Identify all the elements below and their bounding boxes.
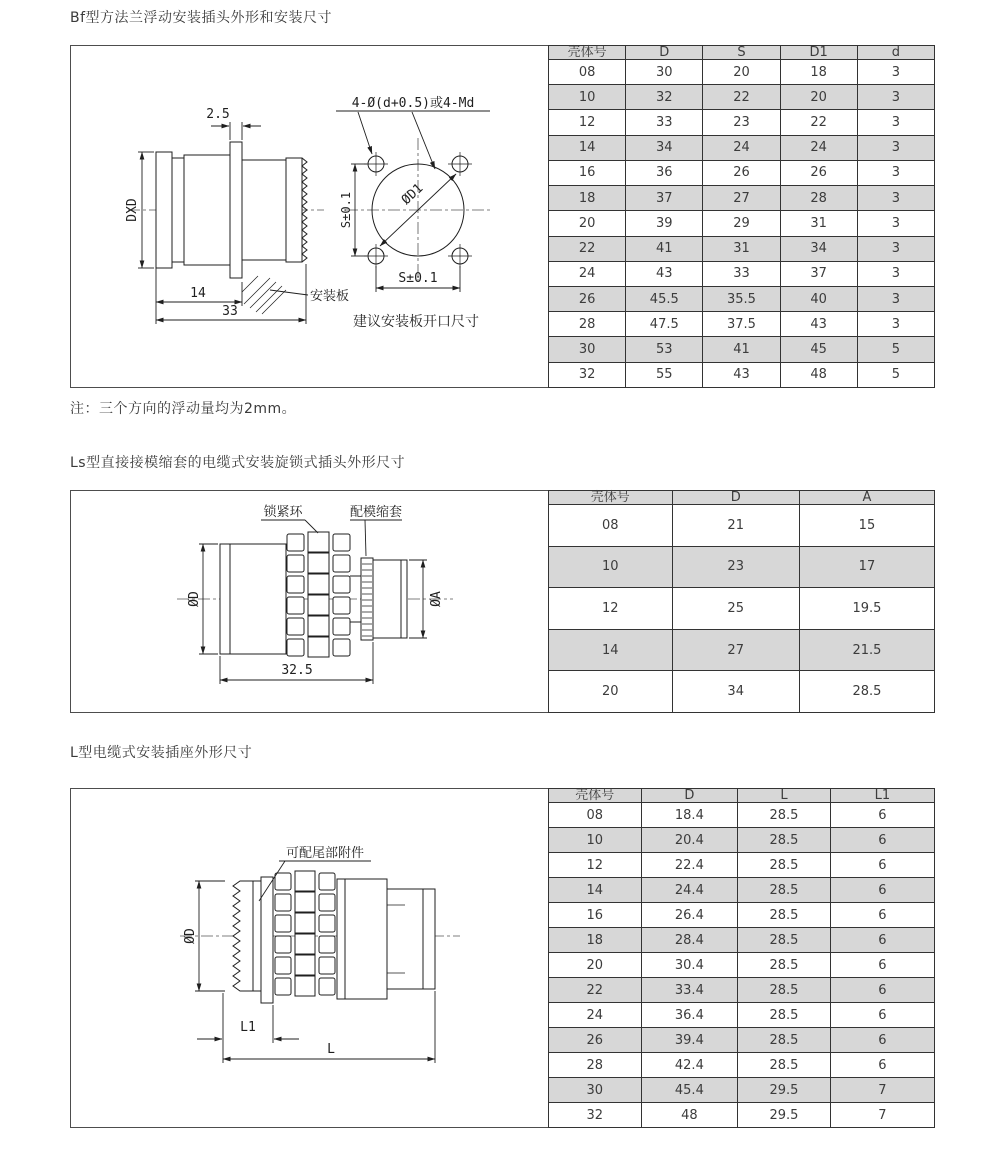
table-cell: 45.5 (626, 286, 703, 311)
table-cell: 12 (549, 110, 626, 135)
column-header: D (672, 491, 799, 505)
table-cell: 20.4 (641, 828, 738, 853)
table-cell: 23 (672, 546, 799, 588)
table-cell: 3 (857, 135, 934, 160)
table-row (549, 803, 935, 828)
table-cell: 3 (857, 236, 934, 261)
column-header: D (626, 46, 703, 60)
table-cell: 40 (780, 286, 857, 311)
column-header: L1 (830, 789, 934, 803)
table-cell: 28.5 (738, 853, 831, 878)
table-row (549, 1053, 935, 1078)
l-dim-l1-text: L1 (240, 1020, 256, 1035)
table-cell: 24 (549, 261, 626, 286)
table-cell: 37 (780, 261, 857, 286)
table-cell: 43 (703, 362, 780, 387)
table-cell: 55 (626, 362, 703, 387)
ls-dim-a-text: ØA (429, 591, 444, 607)
ls-dim-length-text: 32.5 (281, 663, 313, 678)
table-cell: 6 (830, 803, 934, 828)
l-table-wrap (548, 788, 935, 1128)
table-cell: 16 (549, 903, 642, 928)
table-row (549, 1003, 935, 1028)
table-cell: 20 (549, 953, 642, 978)
bf-dim-s-h-text: S±0.1 (398, 271, 438, 286)
table-cell: 3 (857, 160, 934, 185)
table-cell: 39 (626, 211, 703, 236)
table-cell: 48 (780, 362, 857, 387)
table-cell: 21.5 (799, 629, 934, 671)
table-cell: 21 (672, 505, 799, 547)
table-cell: 3 (857, 110, 934, 135)
table-cell: 28.5 (738, 803, 831, 828)
table-cell: 33 (626, 110, 703, 135)
l-serrated-grommet (233, 881, 261, 991)
table-cell: 24 (549, 1003, 642, 1028)
table-cell: 22 (549, 978, 642, 1003)
l-tail-label: 可配尾部附件 (285, 846, 365, 861)
bf-dim-d1-text: ØD1 (398, 180, 427, 208)
ls-table (548, 490, 935, 713)
table-cell: 10 (549, 546, 673, 588)
table-cell: 33 (703, 261, 780, 286)
table-cell: 24.4 (641, 878, 738, 903)
table-cell: 08 (549, 803, 642, 828)
table-cell: 20 (549, 671, 673, 713)
bf-dim-2-5-text: 2.5 (206, 107, 230, 122)
table-cell: 33.4 (641, 978, 738, 1003)
table-cell: 31 (780, 211, 857, 236)
bf-face-view (336, 96, 490, 330)
table-cell: 26 (549, 286, 626, 311)
table-cell: 32 (549, 1103, 642, 1128)
table-cell: 14 (549, 629, 673, 671)
table-cell: 12 (549, 588, 673, 630)
table-row (549, 903, 935, 928)
table-cell: 22 (780, 110, 857, 135)
table-row (549, 671, 935, 713)
table-cell: 37.5 (703, 312, 780, 337)
table-cell: 3 (857, 60, 934, 85)
table-cell: 6 (830, 1003, 934, 1028)
table-cell: 45.4 (641, 1078, 738, 1103)
table-cell: 3 (857, 186, 934, 211)
table-cell: 48 (641, 1103, 738, 1128)
table-cell: 7 (830, 1103, 934, 1128)
table-cell: 34 (780, 236, 857, 261)
table-row (549, 211, 935, 236)
table-cell: 3 (857, 85, 934, 110)
table-cell: 28 (549, 312, 626, 337)
table-row (549, 828, 935, 853)
table-row (549, 953, 935, 978)
table-cell: 08 (549, 60, 626, 85)
table-cell: 27 (703, 186, 780, 211)
table-cell: 47.5 (626, 312, 703, 337)
table-cell: 28 (549, 1053, 642, 1078)
table-cell: 20 (703, 60, 780, 85)
table-cell: 39.4 (641, 1028, 738, 1053)
bf-mounting-plate-hatch (242, 276, 286, 314)
table-cell: 41 (703, 337, 780, 362)
ls-coupling-knurl (287, 532, 350, 657)
table-row (549, 928, 935, 953)
table-cell: 27 (672, 629, 799, 671)
l-dim-l-text: L (327, 1042, 335, 1057)
table-cell: 24 (703, 135, 780, 160)
table-cell: 28.5 (738, 1003, 831, 1028)
bf-side-view (125, 107, 349, 324)
table-cell: 23 (703, 110, 780, 135)
table-cell: 3 (857, 261, 934, 286)
table-cell: 15 (799, 505, 934, 547)
table-cell: 28.5 (738, 953, 831, 978)
table-cell: 6 (830, 853, 934, 878)
table-cell: 18.4 (641, 803, 738, 828)
table-cell: 6 (830, 978, 934, 1003)
table-cell: 12 (549, 853, 642, 878)
table-cell: 28 (780, 186, 857, 211)
table-cell: 6 (830, 1028, 934, 1053)
table-row (549, 362, 935, 387)
table-cell: 25 (672, 588, 799, 630)
table-cell: 20 (780, 85, 857, 110)
column-header: S (703, 46, 780, 60)
column-header: L (738, 789, 831, 803)
table-row (549, 546, 935, 588)
table-cell: 3 (857, 211, 934, 236)
table-cell: 16 (549, 160, 626, 185)
table-cell: 6 (830, 828, 934, 853)
bf-dim-14-text: 14 (190, 286, 206, 301)
table-cell: 6 (830, 903, 934, 928)
ls-dim-d-text: ØD (187, 591, 202, 607)
table-cell: 30 (626, 60, 703, 85)
table-cell: 14 (549, 135, 626, 160)
section-title-bf: Bf型方法兰浮动安装插头外形和安装尺寸 (70, 10, 333, 26)
table-cell: 28.5 (738, 1053, 831, 1078)
l-coupling-knurl (275, 871, 335, 996)
ls-lock-ring-callout (261, 504, 318, 533)
section-title-ls: Ls型直接接模缩套的电缆式安装旋锁式插头外形尺寸 (70, 455, 406, 471)
table-row (549, 629, 935, 671)
table-row (549, 110, 935, 135)
table-cell: 5 (857, 362, 934, 387)
table-cell: 30.4 (641, 953, 738, 978)
column-header: A (799, 491, 934, 505)
column-header: D (641, 789, 738, 803)
table-cell: 43 (626, 261, 703, 286)
bf-dim-33-text: 33 (222, 304, 238, 319)
l-drawing (165, 843, 470, 1075)
table-cell: 26 (780, 160, 857, 185)
table-row (549, 312, 935, 337)
ls-lock-ring-label: 锁紧环 (263, 505, 303, 520)
table-cell: 10 (549, 828, 642, 853)
table-cell: 28.5 (738, 978, 831, 1003)
table-row (549, 1028, 935, 1053)
table-row (549, 505, 935, 547)
table-row (549, 1103, 935, 1128)
table-cell: 18 (780, 60, 857, 85)
table-cell: 35.5 (703, 286, 780, 311)
table-cell: 6 (830, 953, 934, 978)
bf-dim-2-5 (206, 107, 261, 140)
table-cell: 08 (549, 505, 673, 547)
table-cell: 37 (626, 186, 703, 211)
table-cell: 36 (626, 160, 703, 185)
bf-dim-dxd-text: DXD (125, 198, 140, 222)
table-cell: 30 (549, 337, 626, 362)
table-row (549, 186, 935, 211)
l-body (233, 871, 435, 1003)
table-cell: 31 (703, 236, 780, 261)
table-cell: 34 (626, 135, 703, 160)
ls-sleeve-callout (350, 504, 402, 556)
table-cell: 26 (549, 1028, 642, 1053)
table-header-row (549, 491, 935, 505)
table-row (549, 261, 935, 286)
ls-drawing (165, 502, 465, 702)
table-cell: 41 (626, 236, 703, 261)
ls-sleeve-label: 配模缩套 (349, 505, 403, 520)
bf-face-caption: 建议安装板开口尺寸 (353, 314, 479, 330)
table-header-row (549, 46, 935, 60)
table-cell: 22 (703, 85, 780, 110)
table-cell: 20 (549, 211, 626, 236)
bf-table-wrap (548, 45, 935, 388)
table-cell: 24 (780, 135, 857, 160)
table-cell: 18 (549, 928, 642, 953)
table-cell: 34 (672, 671, 799, 713)
table-cell: 3 (857, 286, 934, 311)
table-row (549, 1078, 935, 1103)
table-cell: 17 (799, 546, 934, 588)
bf-dim-s-v-text: S±0.1 (339, 191, 353, 229)
bf-table (548, 45, 935, 388)
table-cell: 42.4 (641, 1053, 738, 1078)
table-cell: 6 (830, 1053, 934, 1078)
table-cell: 14 (549, 878, 642, 903)
l-dim-l1 (197, 993, 299, 1063)
table-cell: 6 (830, 928, 934, 953)
table-header-row (549, 789, 935, 803)
table-cell: 28.5 (738, 878, 831, 903)
table-cell: 22.4 (641, 853, 738, 878)
table-cell: 26 (703, 160, 780, 185)
column-header: D1 (780, 46, 857, 60)
table-row (549, 135, 935, 160)
table-cell: 18 (549, 186, 626, 211)
bf-drawing (118, 92, 503, 337)
bf-note: 注：三个方向的浮动量均为2mm。 (70, 401, 297, 417)
table-cell: 29.5 (738, 1078, 831, 1103)
table-cell: 30 (549, 1078, 642, 1103)
l-table (548, 788, 935, 1128)
table-cell: 29 (703, 211, 780, 236)
l-dim-d-text: ØD (183, 928, 198, 944)
table-cell: 28.5 (738, 828, 831, 853)
table-cell: 53 (626, 337, 703, 362)
bf-holes-label: 4-Ø(d+0.5)或4-Md (351, 96, 475, 111)
table-row (549, 878, 935, 903)
table-cell: 19.5 (799, 588, 934, 630)
table-cell: 5 (857, 337, 934, 362)
column-header: 壳体号 (549, 46, 626, 60)
table-cell: 26.4 (641, 903, 738, 928)
table-row (549, 337, 935, 362)
table-row (549, 286, 935, 311)
table-cell: 3 (857, 312, 934, 337)
ls-body (220, 532, 407, 657)
column-header: 壳体号 (549, 789, 642, 803)
table-cell: 28.5 (738, 1028, 831, 1053)
table-row (549, 236, 935, 261)
table-cell: 22 (549, 236, 626, 261)
table-cell: 10 (549, 85, 626, 110)
section-title-l: L型电缆式安装插座外形尺寸 (70, 745, 253, 761)
bf-mounting-plate-label: 安装板 (310, 289, 350, 304)
table-cell: 43 (780, 312, 857, 337)
column-header: 壳体号 (549, 491, 673, 505)
table-cell: 36.4 (641, 1003, 738, 1028)
table-cell: 28.5 (738, 903, 831, 928)
ls-table-wrap (548, 490, 935, 713)
ls-shrink-sleeve (361, 558, 373, 640)
table-row (549, 978, 935, 1003)
table-cell: 29.5 (738, 1103, 831, 1128)
table-cell: 28.5 (799, 671, 934, 713)
table-cell: 32 (626, 85, 703, 110)
table-row (549, 85, 935, 110)
bf-holes-callout (336, 96, 490, 169)
table-row (549, 160, 935, 185)
table-cell: 28.5 (738, 928, 831, 953)
table-cell: 28.4 (641, 928, 738, 953)
table-cell: 45 (780, 337, 857, 362)
table-cell: 32 (549, 362, 626, 387)
table-cell: 7 (830, 1078, 934, 1103)
table-row (549, 853, 935, 878)
table-row (549, 588, 935, 630)
column-header: d (857, 46, 934, 60)
table-row (549, 60, 935, 85)
table-cell: 6 (830, 878, 934, 903)
